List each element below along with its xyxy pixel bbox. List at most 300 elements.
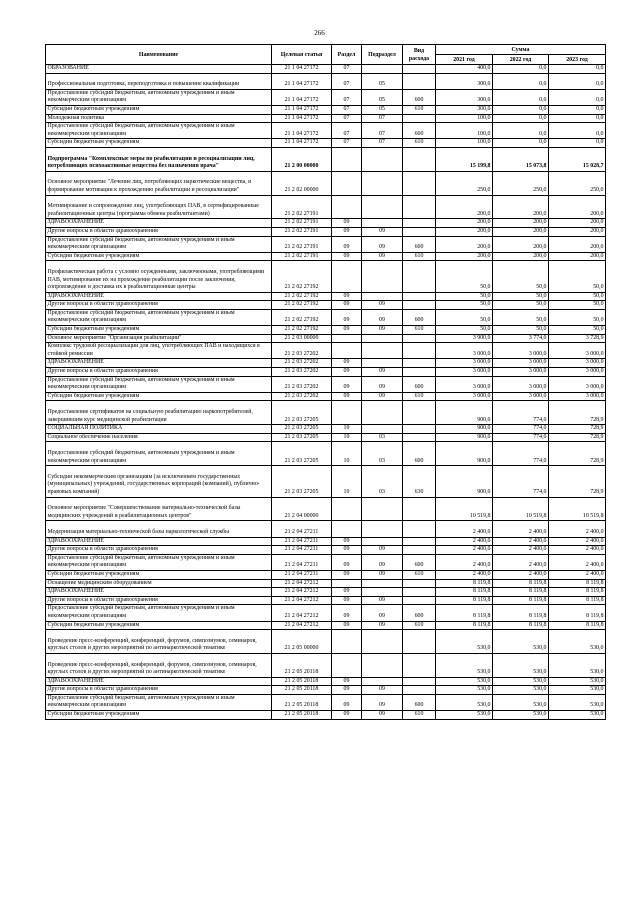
cell-2021: 200,0 (436, 252, 493, 261)
cell-subsection: 03 (362, 466, 403, 497)
cell-expense-type: 610 (403, 392, 436, 401)
cell-article: 21 2 05 20118 (272, 711, 332, 720)
cell-expense-type (403, 686, 436, 695)
cell-2023: 8 119,8 (549, 621, 606, 630)
cell-expense-type (403, 596, 436, 605)
cell-expense-type (403, 65, 436, 74)
cell-section: 07 (332, 123, 362, 139)
cell-2021: 3 000,0 (436, 343, 493, 359)
cell-2021: 530,0 (436, 694, 493, 710)
cell-2021: 3 000,0 (436, 376, 493, 392)
cell-2023: 530,0 (549, 653, 606, 677)
cell-expense-type (403, 653, 436, 677)
cell-article: 21 2 03 27202 (272, 392, 332, 401)
cell-2022: 8 119,8 (493, 605, 549, 621)
cell-2022: 3 000,0 (493, 392, 549, 401)
cell-name: Предоставление сертификатов на социальную реабилитацию наркопотребителей, завершившим курс медицинской реабилитации (46, 401, 272, 425)
cell-2023: 50,0 (549, 301, 606, 310)
cell-2023: 3 000,0 (549, 343, 606, 359)
cell-article: 21 2 05 00000 (272, 630, 332, 654)
cell-name: ЗДРАВООХРАНЕНИЕ (46, 588, 272, 597)
cell-expense-type (403, 301, 436, 310)
header-section: Раздел (332, 45, 362, 65)
cell-2023: 530,0 (549, 694, 606, 710)
table-row (46, 301, 606, 310)
cell-expense-type (403, 343, 436, 359)
cell-subsection (362, 343, 403, 359)
cell-2021: 530,0 (436, 711, 493, 720)
cell-2022: 0,0 (493, 114, 549, 123)
header-article: Целевая статья (272, 45, 332, 65)
cell-2022: 8 119,8 (493, 588, 549, 597)
cell-section: 09 (332, 588, 362, 597)
cell-article: 21 2 04 27211 (272, 546, 332, 555)
cell-2023: 8 119,8 (549, 605, 606, 621)
cell-article: 21 1 04 27172 (272, 114, 332, 123)
cell-section: 09 (332, 252, 362, 261)
cell-2023: 15 028,7 (549, 147, 606, 171)
cell-subsection: 09 (362, 301, 403, 310)
header-subsection: Подраздел (362, 45, 403, 65)
cell-subsection (362, 521, 403, 537)
cell-2022: 0,0 (493, 73, 549, 89)
cell-section: 07 (332, 114, 362, 123)
table-row (46, 252, 606, 261)
table-row (46, 139, 606, 148)
cell-article: 21 2 03 00000 (272, 334, 332, 343)
cell-section: 09 (332, 326, 362, 335)
cell-2022: 50,0 (493, 301, 549, 310)
cell-2023: 3 000,0 (549, 376, 606, 392)
cell-2022: 8 119,8 (493, 596, 549, 605)
cell-name: Предоставление субсидий бюджетным, автономным учреждениям и иным некоммерческим организациям (46, 89, 272, 105)
cell-2023: 530,0 (549, 711, 606, 720)
cell-section: 09 (332, 546, 362, 555)
cell-2021: 530,0 (436, 653, 493, 677)
cell-article: 21 2 02 27191 (272, 219, 332, 228)
cell-expense-type: 610 (403, 711, 436, 720)
cell-expense-type (403, 227, 436, 236)
cell-2022: 0,0 (493, 105, 549, 114)
cell-subsection: 09 (362, 694, 403, 710)
cell-article: 21 2 04 27211 (272, 521, 332, 537)
cell-subsection: 07 (362, 114, 403, 123)
cell-2021: 200,0 (436, 219, 493, 228)
cell-subsection: 09 (362, 570, 403, 579)
cell-2021: 250,0 (436, 171, 493, 195)
table-row (46, 694, 606, 710)
cell-expense-type (403, 425, 436, 434)
cell-subsection: 09 (362, 376, 403, 392)
cell-expense-type (403, 195, 436, 219)
cell-section: 09 (332, 236, 362, 252)
cell-name: Предоставление субсидий бюджетным, автономным учреждениям и иным некоммерческим организациям (46, 442, 272, 466)
cell-2022: 50,0 (493, 326, 549, 335)
table-row (46, 376, 606, 392)
cell-name: Другие вопросы в области здравоохранения (46, 368, 272, 377)
cell-2022: 3 000,0 (493, 368, 549, 377)
cell-article: 21 2 03 27205 (272, 466, 332, 497)
cell-2022: 3 000,0 (493, 343, 549, 359)
cell-2022: 2 400,0 (493, 554, 549, 570)
cell-2022: 3 000,0 (493, 359, 549, 368)
cell-article: 21 2 03 27202 (272, 343, 332, 359)
cell-2022: 774,0 (493, 466, 549, 497)
cell-2021: 3 000,0 (436, 368, 493, 377)
cell-2021: 15 199,8 (436, 147, 493, 171)
cell-2023: 200,0 (549, 227, 606, 236)
table-row (46, 123, 606, 139)
cell-2023: 50,0 (549, 309, 606, 325)
cell-article: 21 1 04 27172 (272, 89, 332, 105)
cell-expense-type: 600 (403, 554, 436, 570)
cell-2022: 8 119,8 (493, 621, 549, 630)
cell-expense-type (403, 401, 436, 425)
cell-expense-type: 600 (403, 123, 436, 139)
table-row (46, 73, 606, 89)
cell-name: ЗДРАВООХРАНЕНИЕ (46, 677, 272, 686)
cell-2021: 8 119,8 (436, 579, 493, 588)
cell-2022: 774,0 (493, 433, 549, 442)
cell-2022: 530,0 (493, 653, 549, 677)
cell-name: Субсидии бюджетным учреждениям (46, 252, 272, 261)
table-row (46, 292, 606, 301)
cell-2022: 530,0 (493, 694, 549, 710)
cell-section: 10 (332, 425, 362, 434)
cell-subsection (362, 677, 403, 686)
cell-name: Субсидии бюджетным учреждениям (46, 139, 272, 148)
cell-subsection (362, 195, 403, 219)
cell-2021: 2 400,0 (436, 554, 493, 570)
cell-2021: 300,0 (436, 73, 493, 89)
cell-2022: 15 073,8 (493, 147, 549, 171)
cell-section: 07 (332, 65, 362, 74)
cell-name: ЗДРАВООХРАНЕНИЕ (46, 537, 272, 546)
cell-2023: 728,9 (549, 466, 606, 497)
cell-2021: 8 119,8 (436, 621, 493, 630)
cell-section (332, 261, 362, 292)
cell-section: 09 (332, 694, 362, 710)
cell-2021: 50,0 (436, 309, 493, 325)
cell-article: 21 2 04 27212 (272, 579, 332, 588)
cell-name: Предоставление субсидий бюджетным, автономным учреждениям и иным некоммерческим организациям (46, 694, 272, 710)
cell-article: 21 2 02 27191 (272, 227, 332, 236)
cell-section: 09 (332, 392, 362, 401)
cell-section: 09 (332, 686, 362, 695)
cell-2021: 8 119,8 (436, 605, 493, 621)
cell-2022: 0,0 (493, 65, 549, 74)
cell-name: Другие вопросы в области здравоохранения (46, 546, 272, 555)
cell-subsection: 09 (362, 392, 403, 401)
cell-name: Проведение пресс-конференций, конференций, форумов, симпозиумов, семинаров, круглых столов и других мероприятий по антинаркотической тематике (46, 630, 272, 654)
cell-expense-type (403, 147, 436, 171)
cell-2021: 900,0 (436, 401, 493, 425)
cell-name: Субсидии бюджетным учреждениям (46, 711, 272, 720)
table-row (46, 219, 606, 228)
table-row (46, 65, 606, 74)
cell-2021: 50,0 (436, 301, 493, 310)
cell-2022: 530,0 (493, 677, 549, 686)
cell-article: 21 2 02 27192 (272, 309, 332, 325)
cell-section: 09 (332, 537, 362, 546)
table-row (46, 442, 606, 466)
cell-subsection (362, 497, 403, 521)
cell-name: Проведение пресс-конференций, конференций, форумов, симпозиумов, семинаров, круглых столов и других мероприятий по антинаркотической тематике (46, 653, 272, 677)
cell-2022: 0,0 (493, 123, 549, 139)
cell-expense-type: 610 (403, 139, 436, 148)
cell-subsection: 09 (362, 546, 403, 555)
cell-2021: 50,0 (436, 261, 493, 292)
cell-name: Профессиональная подготовка, переподготовка и повышение квалификации (46, 73, 272, 89)
cell-2023: 8 119,8 (549, 596, 606, 605)
table-row (46, 195, 606, 219)
cell-subsection: 09 (362, 309, 403, 325)
cell-subsection: 05 (362, 105, 403, 114)
cell-2023: 2 400,0 (549, 570, 606, 579)
cell-2022: 774,0 (493, 401, 549, 425)
cell-name: Предоставление субсидий бюджетным, автономным учреждениям и иным некоммерческим организациям (46, 309, 272, 325)
cell-article: 21 2 03 27205 (272, 442, 332, 466)
cell-subsection (362, 401, 403, 425)
cell-subsection: 03 (362, 433, 403, 442)
cell-2021: 300,0 (436, 105, 493, 114)
cell-expense-type (403, 73, 436, 89)
cell-2021: 3 000,0 (436, 392, 493, 401)
cell-section (332, 401, 362, 425)
cell-section: 07 (332, 73, 362, 89)
table-header (46, 45, 606, 65)
table-row (46, 554, 606, 570)
cell-article: 21 2 03 27205 (272, 401, 332, 425)
table-row (46, 334, 606, 343)
cell-2021: 2 400,0 (436, 521, 493, 537)
cell-2023: 3 000,0 (549, 392, 606, 401)
cell-article: 21 2 05 20118 (272, 653, 332, 677)
cell-2023: 200,0 (549, 219, 606, 228)
cell-article: 21 1 04 27172 (272, 123, 332, 139)
cell-article: 21 2 02 27192 (272, 261, 332, 292)
cell-expense-type: 600 (403, 309, 436, 325)
cell-2023: 200,0 (549, 195, 606, 219)
cell-2023: 0,0 (549, 123, 606, 139)
cell-article: 21 2 05 20118 (272, 694, 332, 710)
cell-name: Предоставление субсидий бюджетным, автономным учреждениям и иным некоммерческим организациям (46, 605, 272, 621)
cell-section: 09 (332, 711, 362, 720)
cell-2022: 50,0 (493, 261, 549, 292)
cell-section: 09 (332, 227, 362, 236)
cell-name: Субсидии бюджетным учреждениям (46, 570, 272, 579)
table-row (46, 433, 606, 442)
cell-name: Субсидии бюджетным учреждениям (46, 621, 272, 630)
cell-2022: 3 000,0 (493, 376, 549, 392)
cell-2022: 2 400,0 (493, 537, 549, 546)
table-row (46, 466, 606, 497)
cell-2022: 0,0 (493, 89, 549, 105)
header-name: Наименование (46, 45, 272, 65)
cell-subsection (362, 334, 403, 343)
table-row (46, 89, 606, 105)
cell-subsection: 09 (362, 554, 403, 570)
cell-2023: 728,9 (549, 442, 606, 466)
cell-name: Субсидии бюджетным учреждениям (46, 326, 272, 335)
table-row (46, 537, 606, 546)
cell-expense-type: 610 (403, 621, 436, 630)
cell-2023: 530,0 (549, 630, 606, 654)
cell-subsection: 09 (362, 326, 403, 335)
cell-2023: 0,0 (549, 139, 606, 148)
cell-2023: 2 400,0 (549, 546, 606, 555)
cell-section: 10 (332, 433, 362, 442)
cell-subsection (362, 653, 403, 677)
header-2021: 2021 год (436, 55, 493, 65)
table-row (46, 368, 606, 377)
table-row (46, 677, 606, 686)
cell-subsection: 09 (362, 368, 403, 377)
cell-expense-type (403, 537, 436, 546)
page-number: 266 (314, 29, 325, 37)
cell-name: Оснащение медицинским оборудованием (46, 579, 272, 588)
cell-subsection (362, 588, 403, 597)
cell-section (332, 630, 362, 654)
cell-expense-type (403, 219, 436, 228)
cell-name: Молодежная политика (46, 114, 272, 123)
cell-section: 09 (332, 605, 362, 621)
cell-section (332, 653, 362, 677)
cell-expense-type (403, 546, 436, 555)
cell-article: 21 2 03 27202 (272, 359, 332, 368)
cell-name: ЗДРАВООХРАНЕНИЕ (46, 359, 272, 368)
table-row (46, 570, 606, 579)
table-row (46, 261, 606, 292)
cell-2021: 8 119,8 (436, 588, 493, 597)
table-row (46, 653, 606, 677)
cell-section: 09 (332, 570, 362, 579)
cell-subsection: 07 (362, 123, 403, 139)
cell-article: 21 2 04 27212 (272, 596, 332, 605)
cell-2023: 0,0 (549, 65, 606, 74)
cell-2023: 0,0 (549, 73, 606, 89)
cell-2021: 530,0 (436, 630, 493, 654)
cell-subsection (362, 425, 403, 434)
cell-subsection: 05 (362, 73, 403, 89)
header-sum: Сумма (436, 45, 606, 55)
cell-2022: 2 400,0 (493, 546, 549, 555)
cell-name: Другие вопросы в области здравоохранения (46, 686, 272, 695)
cell-2023: 2 400,0 (549, 554, 606, 570)
table-row (46, 630, 606, 654)
cell-2023: 728,9 (549, 433, 606, 442)
cell-article: 21 2 03 27202 (272, 376, 332, 392)
cell-expense-type (403, 171, 436, 195)
cell-subsection: 05 (362, 89, 403, 105)
cell-name: Другие вопросы в области здравоохранения (46, 596, 272, 605)
table-row (46, 521, 606, 537)
cell-section (332, 497, 362, 521)
cell-subsection (362, 171, 403, 195)
cell-section: 10 (332, 442, 362, 466)
cell-article: 21 2 04 00000 (272, 497, 332, 521)
cell-section: 09 (332, 596, 362, 605)
cell-2023: 10 519,8 (549, 497, 606, 521)
cell-expense-type (403, 292, 436, 301)
table-row (46, 588, 606, 597)
cell-subsection (362, 292, 403, 301)
cell-subsection: 09 (362, 711, 403, 720)
cell-2022: 2 400,0 (493, 521, 549, 537)
cell-2022: 3 774,0 (493, 334, 549, 343)
cell-2021: 3 000,0 (436, 359, 493, 368)
cell-article: 21 2 04 27212 (272, 621, 332, 630)
cell-2021: 3 900,0 (436, 334, 493, 343)
cell-2023: 3 728,9 (549, 334, 606, 343)
cell-section: 09 (332, 376, 362, 392)
cell-2023: 8 119,8 (549, 579, 606, 588)
cell-subsection (362, 65, 403, 74)
cell-subsection: 09 (362, 596, 403, 605)
cell-2022: 50,0 (493, 309, 549, 325)
cell-2022: 200,0 (493, 195, 549, 219)
cell-expense-type (403, 433, 436, 442)
cell-section: 09 (332, 309, 362, 325)
cell-2021: 900,0 (436, 425, 493, 434)
cell-subsection: 07 (362, 139, 403, 148)
cell-2023: 0,0 (549, 105, 606, 114)
cell-name: ОБРАЗОВАНИЕ (46, 65, 272, 74)
cell-section (332, 579, 362, 588)
cell-name: Субсидии некоммерческим организациям (за исключением государственных (муниципальных) учреждений, государственных корпораций (компаний), публично-правовых компаний) (46, 466, 272, 497)
table-row (46, 425, 606, 434)
cell-2022: 200,0 (493, 227, 549, 236)
cell-2023: 50,0 (549, 292, 606, 301)
cell-name: Подпрограмма "Комплексные меры по реабилитации и ресоциализации лиц, потребляющих психоактивные вещества без назначения врача" (46, 147, 272, 171)
cell-section (332, 147, 362, 171)
cell-2021: 100,0 (436, 114, 493, 123)
cell-article: 21 2 02 27191 (272, 236, 332, 252)
cell-2021: 100,0 (436, 123, 493, 139)
cell-2022: 200,0 (493, 236, 549, 252)
cell-2022: 0,0 (493, 139, 549, 148)
table-row (46, 326, 606, 335)
cell-section: 10 (332, 466, 362, 497)
cell-name: Другие вопросы в области здравоохранения (46, 301, 272, 310)
cell-subsection (362, 147, 403, 171)
cell-subsection: 09 (362, 227, 403, 236)
cell-2021: 8 119,8 (436, 596, 493, 605)
header-expense-type: Вид расхода (403, 45, 436, 65)
table-row (46, 546, 606, 555)
cell-expense-type: 600 (403, 694, 436, 710)
cell-2021: 100,0 (436, 139, 493, 148)
cell-article: 21 1 04 27172 (272, 65, 332, 74)
cell-2021: 900,0 (436, 442, 493, 466)
cell-2022: 250,0 (493, 171, 549, 195)
cell-article: 21 2 05 20118 (272, 677, 332, 686)
cell-article: 21 2 02 27191 (272, 252, 332, 261)
cell-expense-type (403, 630, 436, 654)
table-row (46, 596, 606, 605)
cell-expense-type (403, 588, 436, 597)
cell-expense-type (403, 497, 436, 521)
cell-2021: 400,0 (436, 65, 493, 74)
cell-section: 09 (332, 554, 362, 570)
cell-section (332, 171, 362, 195)
cell-2022: 2 400,0 (493, 570, 549, 579)
cell-expense-type (403, 368, 436, 377)
cell-name: Модернизация материально-технической базы наркологической службы (46, 521, 272, 537)
cell-2021: 530,0 (436, 677, 493, 686)
cell-name: Основное мероприятие "Организация реабилитации" (46, 334, 272, 343)
cell-2023: 200,0 (549, 252, 606, 261)
